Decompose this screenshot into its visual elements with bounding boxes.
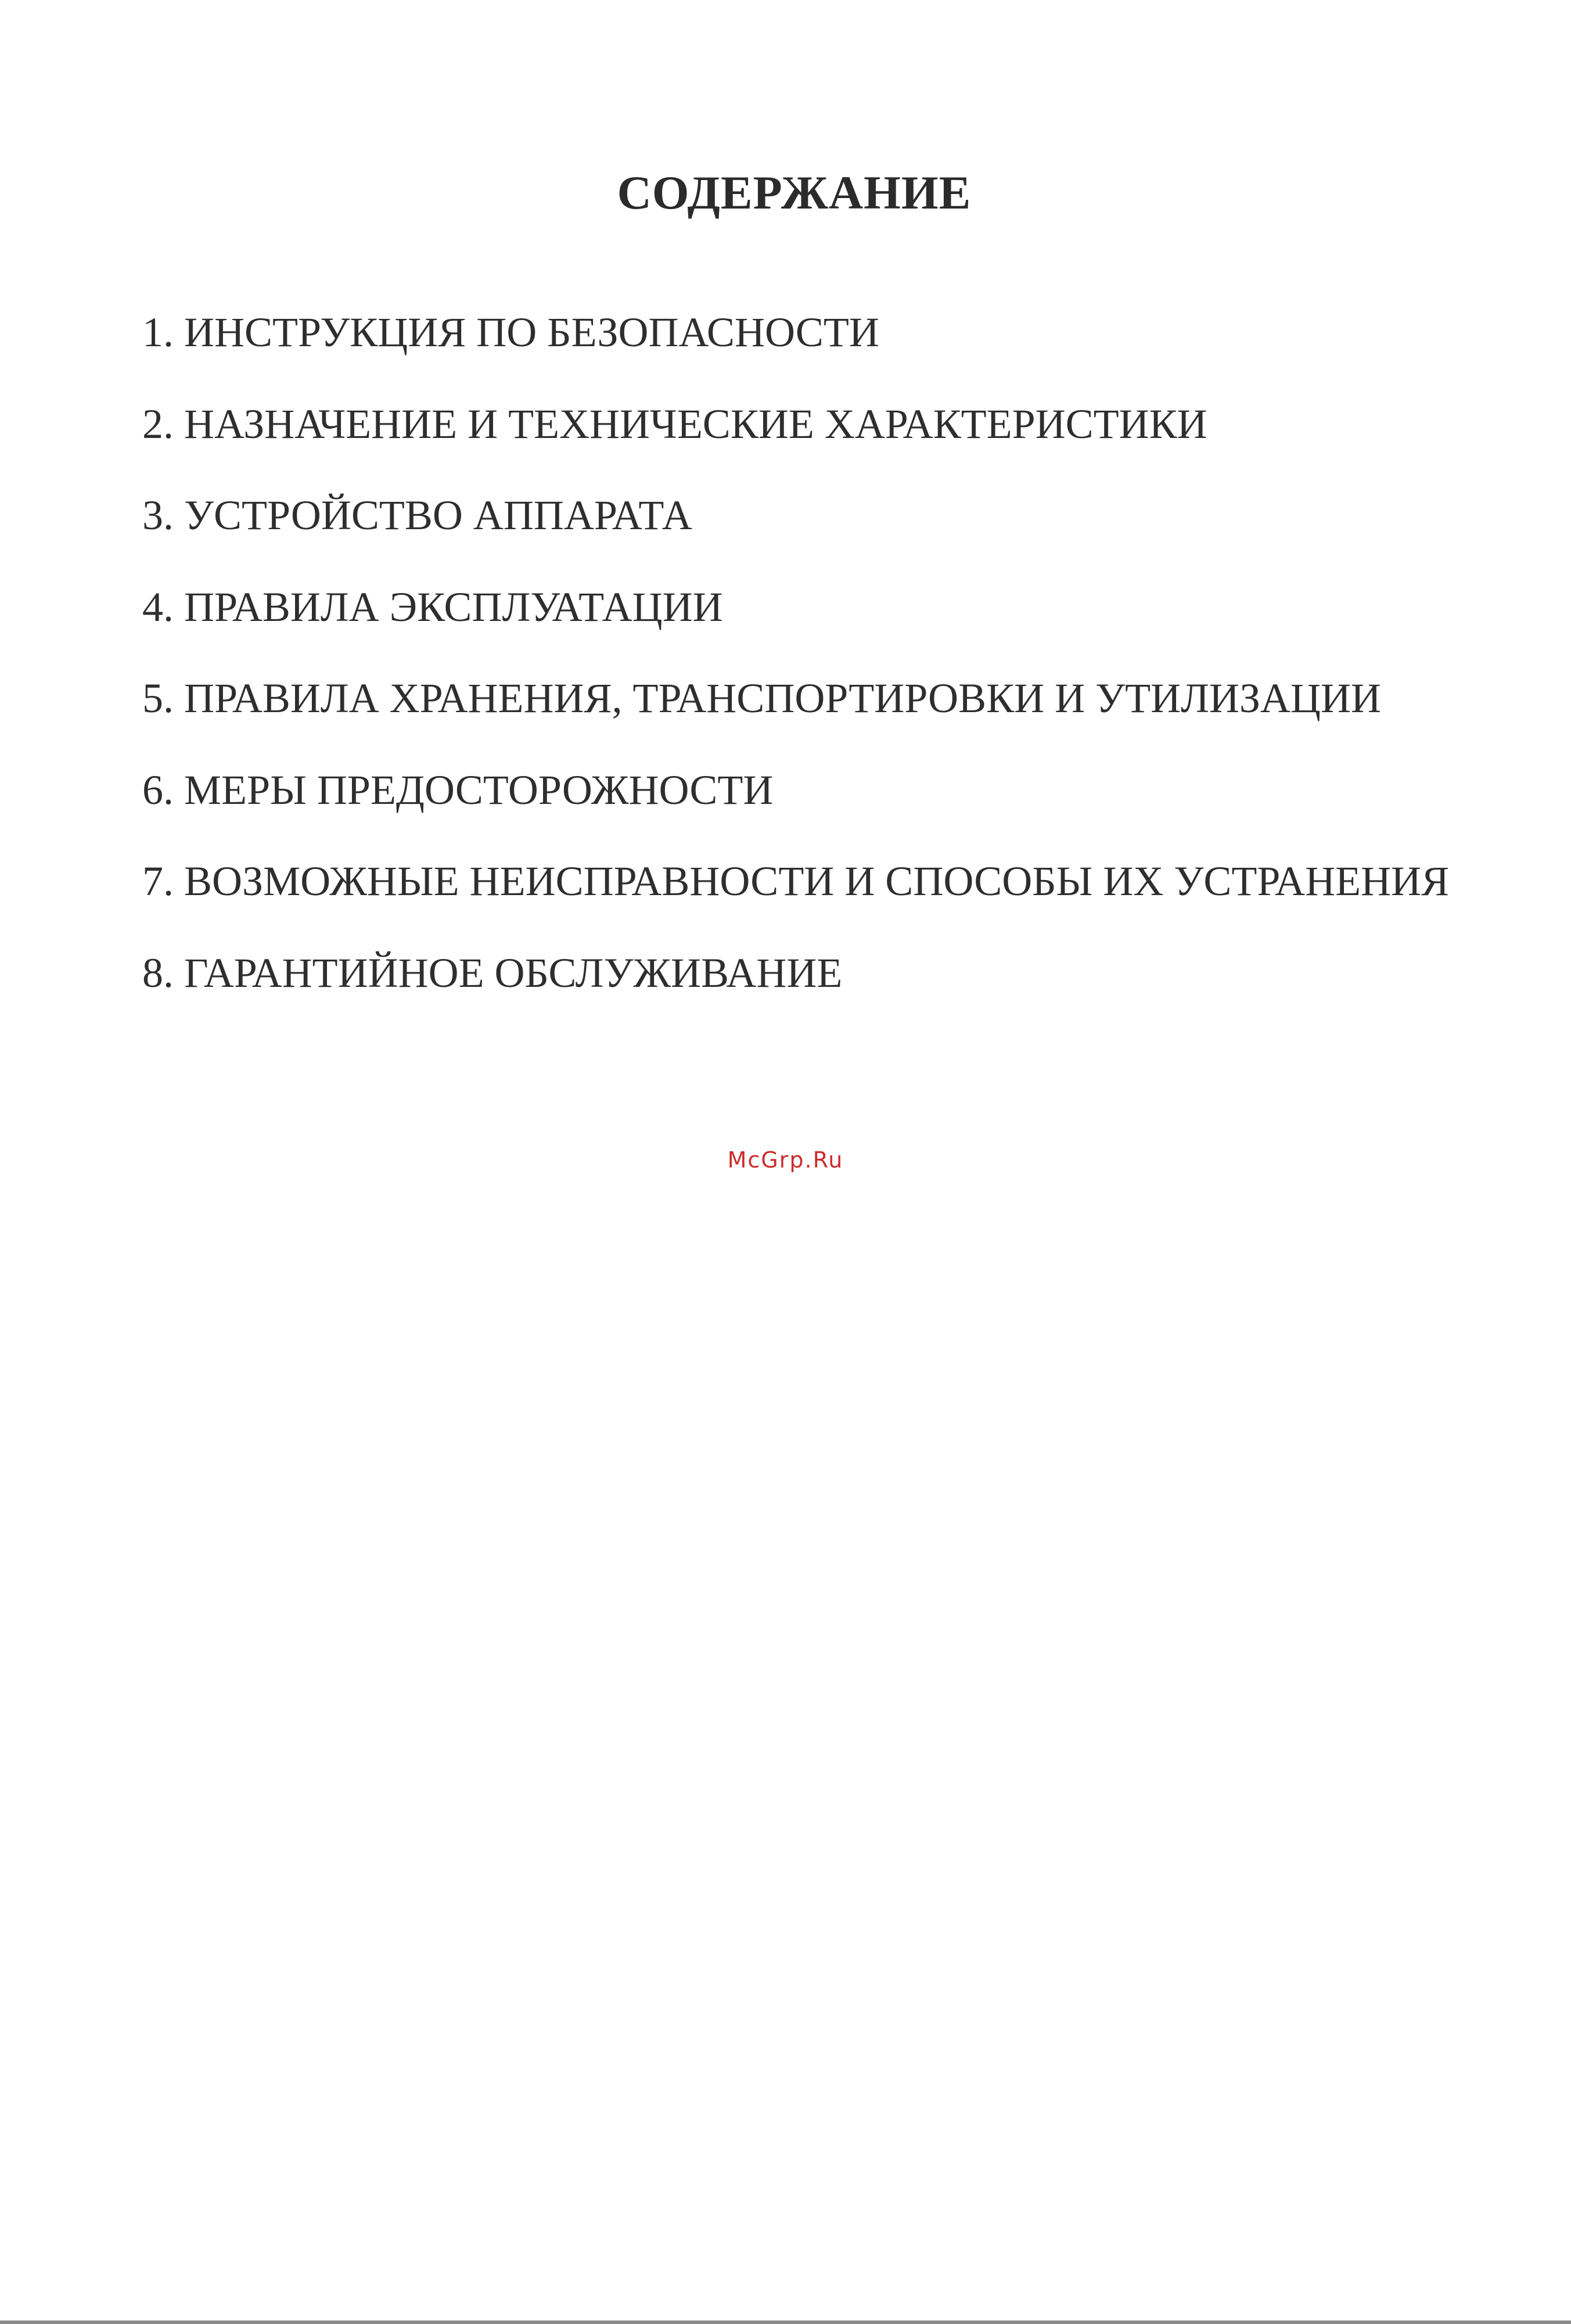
toc-item-4: 4. ПРАВИЛА ЭКСПЛУАТАЦИИ xyxy=(142,583,723,630)
toc-item-7: 7. ВОЗМОЖНЫЕ НЕИСПРАВНОСТИ И СПОСОБЫ ИХ УСТРАНЕНИЯ xyxy=(142,858,1450,904)
toc-item-6: 6. МЕРЫ ПРЕДОСТОРОЖНОСТИ xyxy=(142,766,774,813)
page-title: СОДЕРЖАНИЕ xyxy=(617,166,972,219)
watermark-text: McGrp.Ru xyxy=(727,1147,844,1173)
table-of-contents xyxy=(142,303,1449,1035)
toc-item-1: 1. ИНСТРУКЦИЯ ПО БЕЗОПАСНОСТИ xyxy=(142,309,879,355)
page-bottom-border xyxy=(0,2321,1571,2324)
toc-item-5: 5. ПРАВИЛА ХРАНЕНИЯ, ТРАНСПОРТИРОВКИ И УТИЛИЗАЦИИ xyxy=(142,675,1381,721)
toc-item-8: 8. ГАРАНТИЙНОЕ ОБСЛУЖИВАНИЕ xyxy=(142,949,843,996)
toc-item-2: 2. НАЗНАЧЕНИЕ И ТЕХНИЧЕСКИЕ ХАРАКТЕРИСТИКИ xyxy=(142,400,1207,447)
toc-item-3: 3. УСТРОЙСТВО АППАРАТА xyxy=(142,492,692,538)
